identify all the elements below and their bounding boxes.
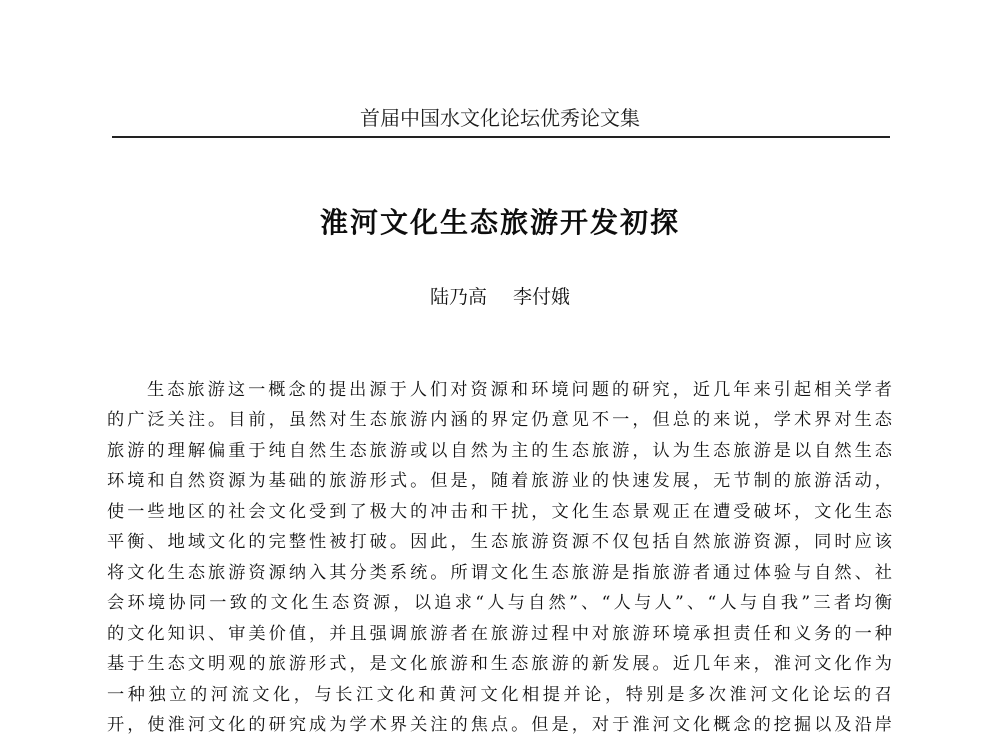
body-line: 使一些地区的社会文化受到了极大的冲击和干扰，文化生态景观正在遭受破坏，文化生态 <box>107 502 892 522</box>
body-line: 一种独立的河流文化，与长江文化和黄河文化相提并论，特别是多次淮河文化论坛的召 <box>107 685 892 705</box>
author-name: 陆乃高 <box>429 286 487 308</box>
running-header: 首届中国水文化论坛优秀论文集 <box>360 106 640 130</box>
body-line: 平衡、地域文化的完整性被打破。因此，生态旅游资源不仅包括自然旅游资源，同时应该 <box>107 532 892 552</box>
header-divider <box>112 136 890 138</box>
body-line: 开，使淮河文化的研究成为学术界关注的焦点。但是，对于淮河文化概念的挖掘以及沿岸 <box>107 715 892 735</box>
author-list <box>0 282 1000 309</box>
body-line: 将文化生态旅游资源纳入其分类系统。所谓文化生态旅游是指旅游者通过体验与自然、社 <box>107 563 892 583</box>
author-name: 李付娥 <box>513 286 571 308</box>
body-line: 生态旅游这一概念的提出源于人们对资源和环境问题的研究，近几年来引起相关学者 <box>147 380 892 400</box>
body-line: 环境和自然资源为基础的旅游形式。但是，随着旅游业的快速发展，无节制的旅游活动， <box>107 471 892 491</box>
body-line: 的广泛关注。目前，虽然对生态旅游内涵的界定仍意见不一，但总的来说，学术界对生态 <box>107 410 892 430</box>
body-line: 的文化知识、审美价值，并且强调旅游者在旅游过程中对旅游环境承担责任和义务的一种 <box>107 624 892 644</box>
body-line: 基于生态文明观的旅游形式，是文化旅游和生态旅游的新发展。近几年来，淮河文化作为 <box>107 654 892 674</box>
body-line: 会环境协同一致的文化生态资源，以追求“人与自然”、“人与人”、“人与自我”三者均衡 <box>107 593 892 613</box>
body-line: 旅游的理解偏重于纯自然生态旅游或以自然为主的生态旅游，认为生态旅游是以自然生态 <box>107 441 892 461</box>
article-title: 淮河文化生态旅游开发初探 <box>319 206 680 239</box>
